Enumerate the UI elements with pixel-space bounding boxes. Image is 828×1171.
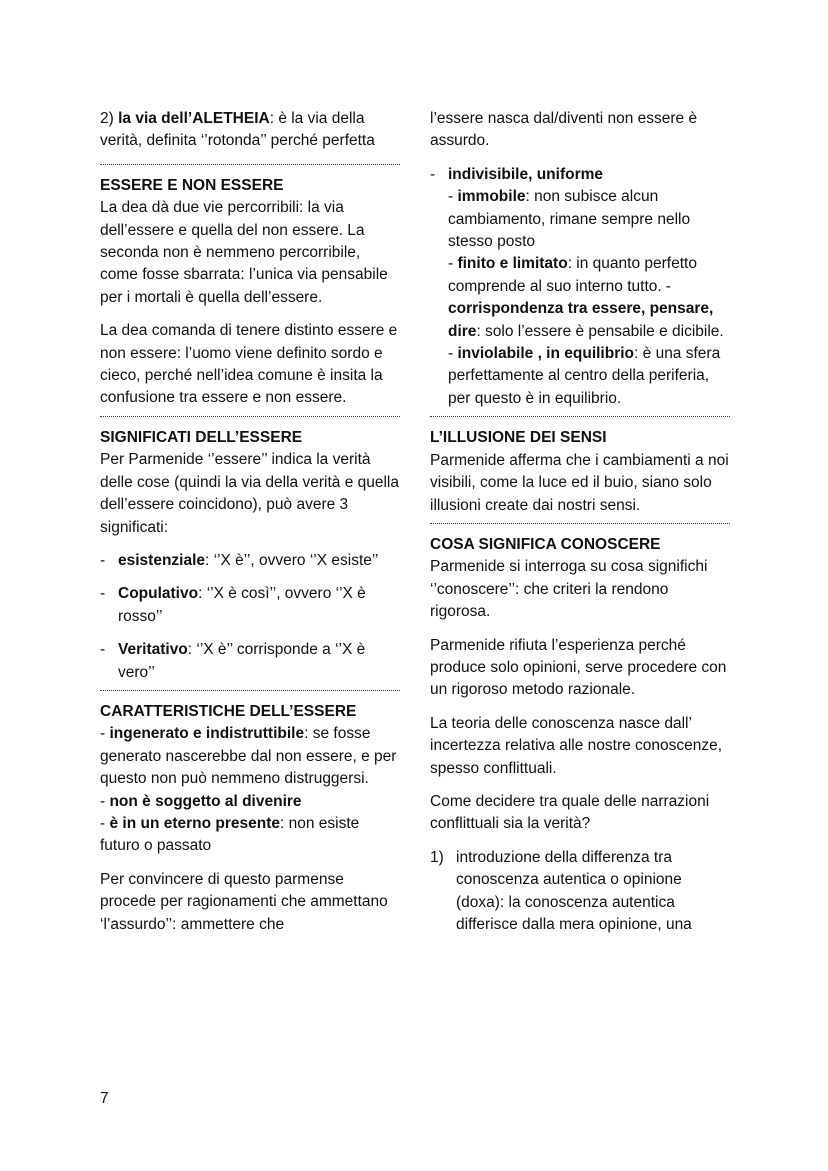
list-item-inviolabile: - inviolabile , in equilibrio: è una sfera perfettamente al centro della periferia, per questo è in equilibrio. (448, 345, 721, 407)
left-column (100, 108, 400, 947)
dotted-separator (100, 416, 400, 417)
list-item: - esistenziale: ‘’X è’’, ovvero ‘’X esiste’’ (100, 551, 379, 569)
caratteristica-1: - ingenerato e indistruttibile: se fosse generato nascerebbe dal non essere, e per questo non può nemmeno distruggersi. (100, 725, 397, 788)
via-aletheia-paragraph: 2) la via dell’ALETHEIA: è la via della verità, definita ‘’rotonda’’ perché perfetta (100, 110, 375, 150)
conoscere-paragraph-3: La teoria delle conoscenza nasce dall’ incertezza relativa alle nostre conoscenze, spesso conflittuali. (430, 714, 723, 777)
list-item: - indivisibile, uniforme (430, 165, 604, 183)
list-item-finito: - finito e limitato: in quanto perfetto comprende al suo interno tutto. - (448, 255, 697, 295)
essere-paragraph-1: La dea dà due vie percorribili: la via dell’essere e quella del non essere. La seconda non è nemmeno percorribile, come fosse sbarrata: l’unica via pensabile per i mortali è quella dell’essere. (100, 199, 388, 306)
section-heading-caratteristiche: CARATTERISTICHE DELL’ESSERE (100, 702, 357, 720)
caratteristica-2: - non è soggetto al divenire (100, 792, 302, 810)
list-item: - Veritativo: ‘’X è’’ corrisponde a ‘’X è vero’’ (100, 641, 366, 681)
caratteristiche-list (430, 186, 730, 410)
page-number: 7 (100, 1090, 109, 1107)
essere-paragraph-2: La dea comanda di tenere distinto essere e non essere: l’uomo viene definito sordo e cieco, perché nell’idea comune è insita la confusione tra essere e non essere. (100, 322, 398, 407)
conoscere-paragraph-4: Come decidere tra quale delle narrazioni conflittuali sia la verità? (430, 792, 710, 833)
significati-paragraph: Per Parmenide ‘’essere’’ indica la verità delle cose (quindi la via della verità e quella dell’essere coincidono), può avere 3 significati: (100, 451, 399, 536)
section-heading-illusione: L’ILLUSIONE DEI SENSI (430, 429, 607, 447)
conoscere-paragraph-1: Parmenide si interroga su cosa significhi ‘’conoscere’’: che criteri la rendono rigorosa. (430, 558, 708, 621)
list-item-immobile: - immobile: non subisce alcun cambiamento, rimane sempre nello stesso posto (448, 188, 691, 251)
caratteristica-3: - è in un eterno presente: non esiste futuro o passato (100, 814, 360, 855)
dotted-separator (100, 690, 400, 691)
conoscere-paragraph-2: Parmenide rifiuta l’esperienza perché produce solo opinioni, serve procedere con un rigoroso metodo razionale. (430, 636, 727, 699)
section-heading-significati: SIGNIFICATI DELL’ESSERE (100, 428, 303, 446)
list-item-corrispondenza: corrispondenza tra essere, pensare, dire: solo l’essere è pensabile e dicibile. (448, 300, 724, 340)
continuation-paragraph: l’essere nasca dal/diventi non essere è assurdo. (430, 110, 698, 150)
dotted-separator (430, 416, 730, 417)
illusione-paragraph: Parmenide afferma che i cambiamenti a noi visibili, come la luce ed il buio, siano solo illusioni create dai nostri sensi. (430, 451, 729, 514)
section-heading-conoscere: COSA SIGNIFICA CONOSCERE (430, 535, 661, 553)
right-column (430, 108, 730, 936)
numbered-item: 1) introduzione della differenza tra conoscenza autentica o opinione (doxa): la conoscenza autentica differisce dalla mera opinione, una (430, 848, 692, 933)
section-heading-essere: ESSERE E NON ESSERE (100, 176, 284, 194)
dotted-separator (430, 523, 730, 524)
list-item: - Copulativo: ‘’X è così’’, ovvero ‘’X è rosso’’ (100, 585, 366, 625)
assurdo-paragraph: Per convincere di questo parmense procede per ragionamenti che ammettano ‘l’assurdo’’: ammettere che (100, 870, 388, 933)
dotted-separator (100, 164, 400, 165)
